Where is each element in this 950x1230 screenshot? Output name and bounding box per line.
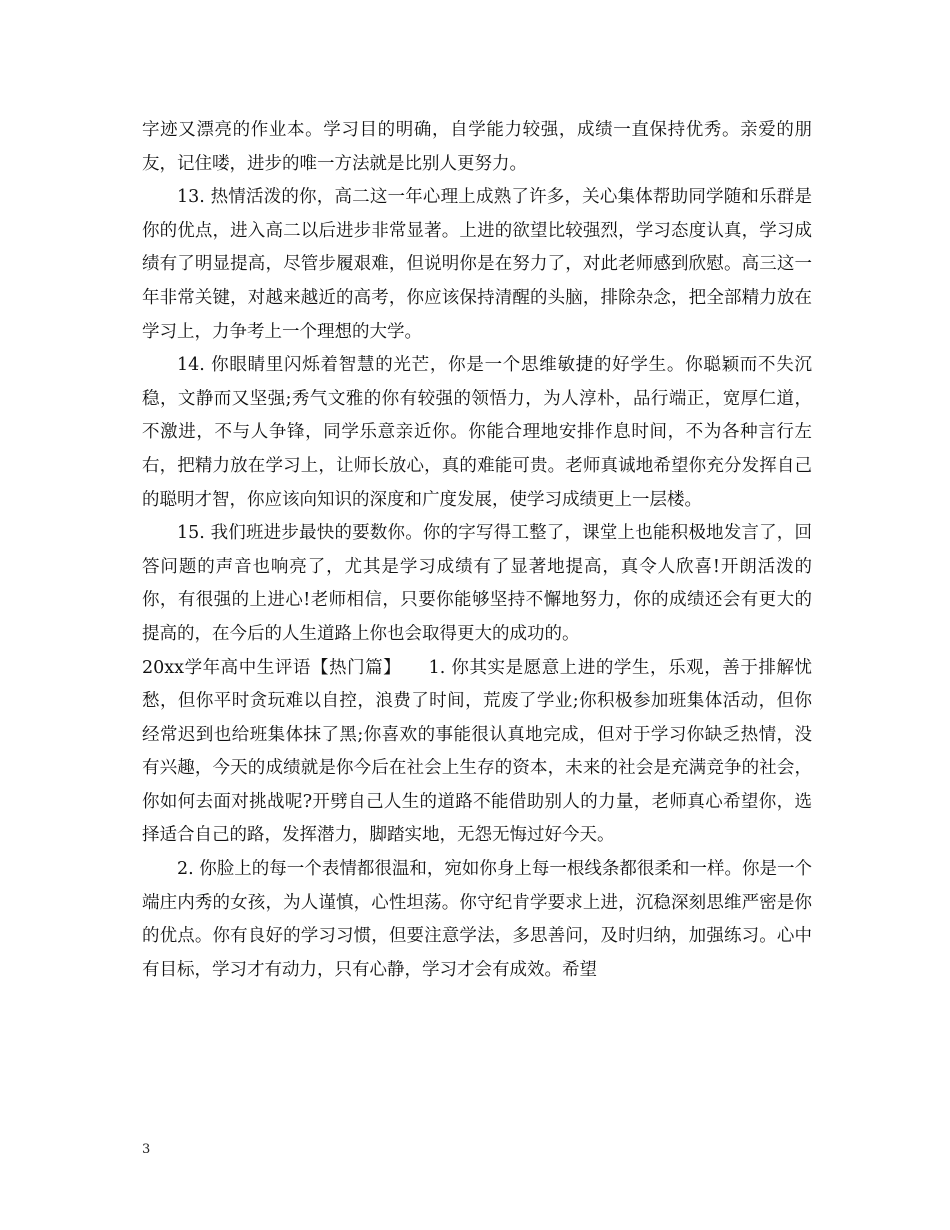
paragraph-item-14: 14. 你眼睛里闪烁着智慧的光芒，你是一个思维敏捷的好学生。你聪颖而不失沉稳，文静而又坚强;秀气文雅的你有较强的领悟力，为人淳朴，品行端正，宽厚仁道，不激进，不与人争锋，同学乐意亲近你。你能合理地安排作息时间，不为各种言行左右，把精力放在学习上，让师长放心，真的难能可贵。老师真诚地希望你充分发挥自己的聪明才智，你应该向知识的深度和广度发展，使学习成绩更上一层楼。 bbox=[142, 355, 812, 510]
document-body bbox=[142, 114, 812, 987]
paragraph-section-hot bbox=[142, 652, 812, 854]
paragraph-continuation: 字迹又漂亮的作业本。学习目的明确，自学能力较强，成绩一直保持优秀。亲爱的朋友，记住喽，进步的唯一方法就是比别人更努力。 bbox=[142, 120, 812, 174]
paragraph-item-13: 13. 热情活泼的你，高二这一年心理上成熟了许多，关心集体帮助同学随和乐群是你的优点，进入高二以后进步非常显著。上进的欲望比较强烈，学习态度认真，学习成绩有了明显提高，尽管步履艰难，但说明你是在努力了，对此老师感到欣慰。高三这一年非常关键，对越来越近的高考，你应该保持清醒的头脑，排除杂念，把全部精力放在学习上，力争考上一个理想的大学。 bbox=[142, 187, 812, 342]
paragraph-item-2: 2. 你脸上的每一个表情都很温和，宛如你身上每一根线条都很柔和一样。你是一个端庄内秀的女孩，为人谨慎，心性坦荡。你守纪肯学要求上进，沉稳深刻思维严密是你的优点。你有良好的学习习惯，但要注意学法，多思善问，及时归纳，加强练习。心中有目标，学习才有动力，只有心静，学习才会有成效。希望 bbox=[142, 859, 812, 980]
paragraph-item-15: 15. 我们班进步最快的要数你。你的字写得工整了，课堂上也能积极地发言了，回答问题的声音也响亮了，尤其是学习成绩有了显著地提高，真令人欣喜!开朗活泼的你，有很强的上进心!老师相信，只要你能够坚持不懈地努力，你的成绩还会有更大的提高的，在今后的人生道路上你也会取得更大的成功的。 bbox=[142, 523, 812, 644]
section-heading: 20xx学年高中生评语【热门篇】 bbox=[142, 657, 393, 678]
page-number: 3 bbox=[142, 1142, 151, 1157]
paragraph-item-1: 1. 你其实是愿意上进的学生，乐观，善于排解忧愁，但你平时贪玩难以自控，浪费了时间，荒废了学业;你积极参加班集体活动，但你经常迟到也给班集体抹了黑;你喜欢的事能很认真地完成，但对于学习你缺乏热情，没有兴趣，今天的成绩就是你今后在社会上生存的资本，未来的社会是充满竞争的社会，你如何去面对挑战呢?开劈自己人生的道路不能借助别人的力量，老师真心希望你，选择适合自己的路，发挥潜力，脚踏实地，无怨无悔过好今天。 bbox=[142, 657, 812, 846]
